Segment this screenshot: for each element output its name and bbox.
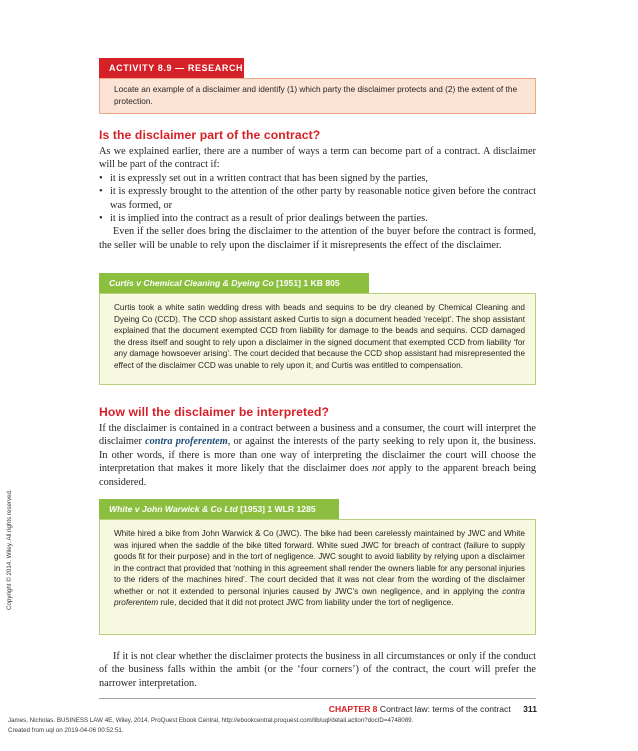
case-citation: [1953] 1 WLR 1285 (240, 504, 316, 514)
case2-text: White hired a bike from John Warwick & Co (JWC). The bike had been carelessly maintained by JWC and White was injured when the saddle of the bike tilted forward. White sued JWC for breach of contract (failure to supply goods fit for their purpose) and in the tort of negligence. JWC sought to avoid liability by relying upon a disclaimer in the contract that provided that ‘nothing in this agreement shall render the owners liable for any personal injuries to the riders of the machines hired’. The court decided that it was not clear from the wording of the disclaimer whether or not it extended to personal injuries caused by JWC’s own negligence, and in applying the (114, 529, 525, 596)
case2-term: contra proferentem (114, 586, 525, 607)
footer-chapter (329, 704, 537, 714)
case-tab-curtis (99, 273, 369, 293)
bullet-item: • it is implied into the contract as a result of prior dealings between the parties. (99, 212, 536, 225)
citation-line-1: James, Nicholas. BUSINESS LAW 4E, Wiley, 2014. ProQuest Ebook Central, http://ebookcentral.proquest.com/lib/uql/detail.action?docID=4748089. (8, 717, 414, 724)
chapter-label: CHAPTER 8 (328, 704, 378, 714)
case-box-curtis: Curtis took a white satin wedding dress with beads and sequins to be dry cleaned by Chemical Cleaning and Dyeing Co (CCD). The CCD shop assistant asked Curtis to sign a document headed ‘receipt’. The shop assistant explained that the document exempted CCD from liability for damage to the beads and sequins. CCD damaged the dress itself and sought to rely upon a disclaimer in the signed document that exempted CCD from liability ‘for any damage howsoever arising’. The court decided that because the CCD shop assistant had misrepresented the effect of the disclaimer CCD was unable to rely upon it, and Curtis was entitled to compensation. (99, 293, 536, 385)
citation-line-2: Created from uql on 2019-04-06 00:52:51. (8, 727, 124, 734)
emphasis-not: not (372, 463, 386, 475)
activity-tab: ACTIVITY 8.9 — RESEARCH (99, 58, 244, 78)
section1-bullet-list (99, 172, 536, 226)
case-box-white (99, 519, 536, 635)
activity-box: Locate an example of a disclaimer and identify (1) which party the disclaimer protects and (2) the extent of the protection. (99, 78, 536, 114)
case-name: White v John Warwick & Co Ltd (109, 504, 238, 514)
section2-text: apply to the apparent breach being considered. (99, 463, 536, 488)
section2-text: , or against the interests of the party seeking to rely upon it, the business. In other words, if there is more than one way of interpreting the disclaimer the court will choose the interpretation that makes it more likely that the disclaimer does (99, 436, 536, 475)
closing-text: If it is not clear whether the disclaimer protects the business in all circumstances or only if the conduct of the business falls within the ambit (or the ‘four corners’) of the contract, the court will prefer the narrower interpretation. (99, 651, 536, 689)
case-tab-white (99, 499, 339, 519)
bullet-item: • it is expressly brought to the attention of the other party by reasonable notice given before the contract was formed, or (99, 185, 536, 212)
chapter-title: Contract law: terms of the contract (379, 704, 511, 714)
footer-rule (99, 698, 536, 699)
case-citation: [1951] 1 KB 805 (276, 278, 340, 288)
section2-body (99, 422, 536, 489)
page-number: 311 (523, 704, 537, 714)
section1-paragraph: Even if the seller does bring the disclaimer to the attention of the buyer before the contract is formed, the seller will be unable to rely upon the disclaimer if it misrepresents the effect of the disclaimer. (99, 226, 536, 251)
section2-text: If the disclaimer is contained in a contract between a business and a consumer, the court will interpret the disclaimer (99, 423, 536, 448)
section-heading-disclaimer-part: Is the disclaimer part of the contract? (99, 128, 321, 142)
bullet-item: • it is expressly set out in a written contract that has been signed by the parties, (99, 172, 536, 185)
copyright-notice: Copyright © 2014. Wiley. All rights reserved. (6, 489, 13, 610)
section1-intro: As we explained earlier, there are a number of ways a term can become part of a contract. A disclaimer will be part of the contract if: (99, 146, 536, 171)
closing-paragraph (99, 650, 536, 690)
glossary-term-contra-proferentem[interactable]: contra proferentem (145, 436, 228, 448)
section1-body (99, 145, 536, 252)
case2-text: rule, decided that it did not protect JWC from liability under the tort of negligence. (158, 598, 454, 607)
case-name: Curtis v Chemical Cleaning & Dyeing Co (109, 278, 274, 288)
section-heading-interpretation: How will the disclaimer be interpreted? (99, 405, 330, 419)
